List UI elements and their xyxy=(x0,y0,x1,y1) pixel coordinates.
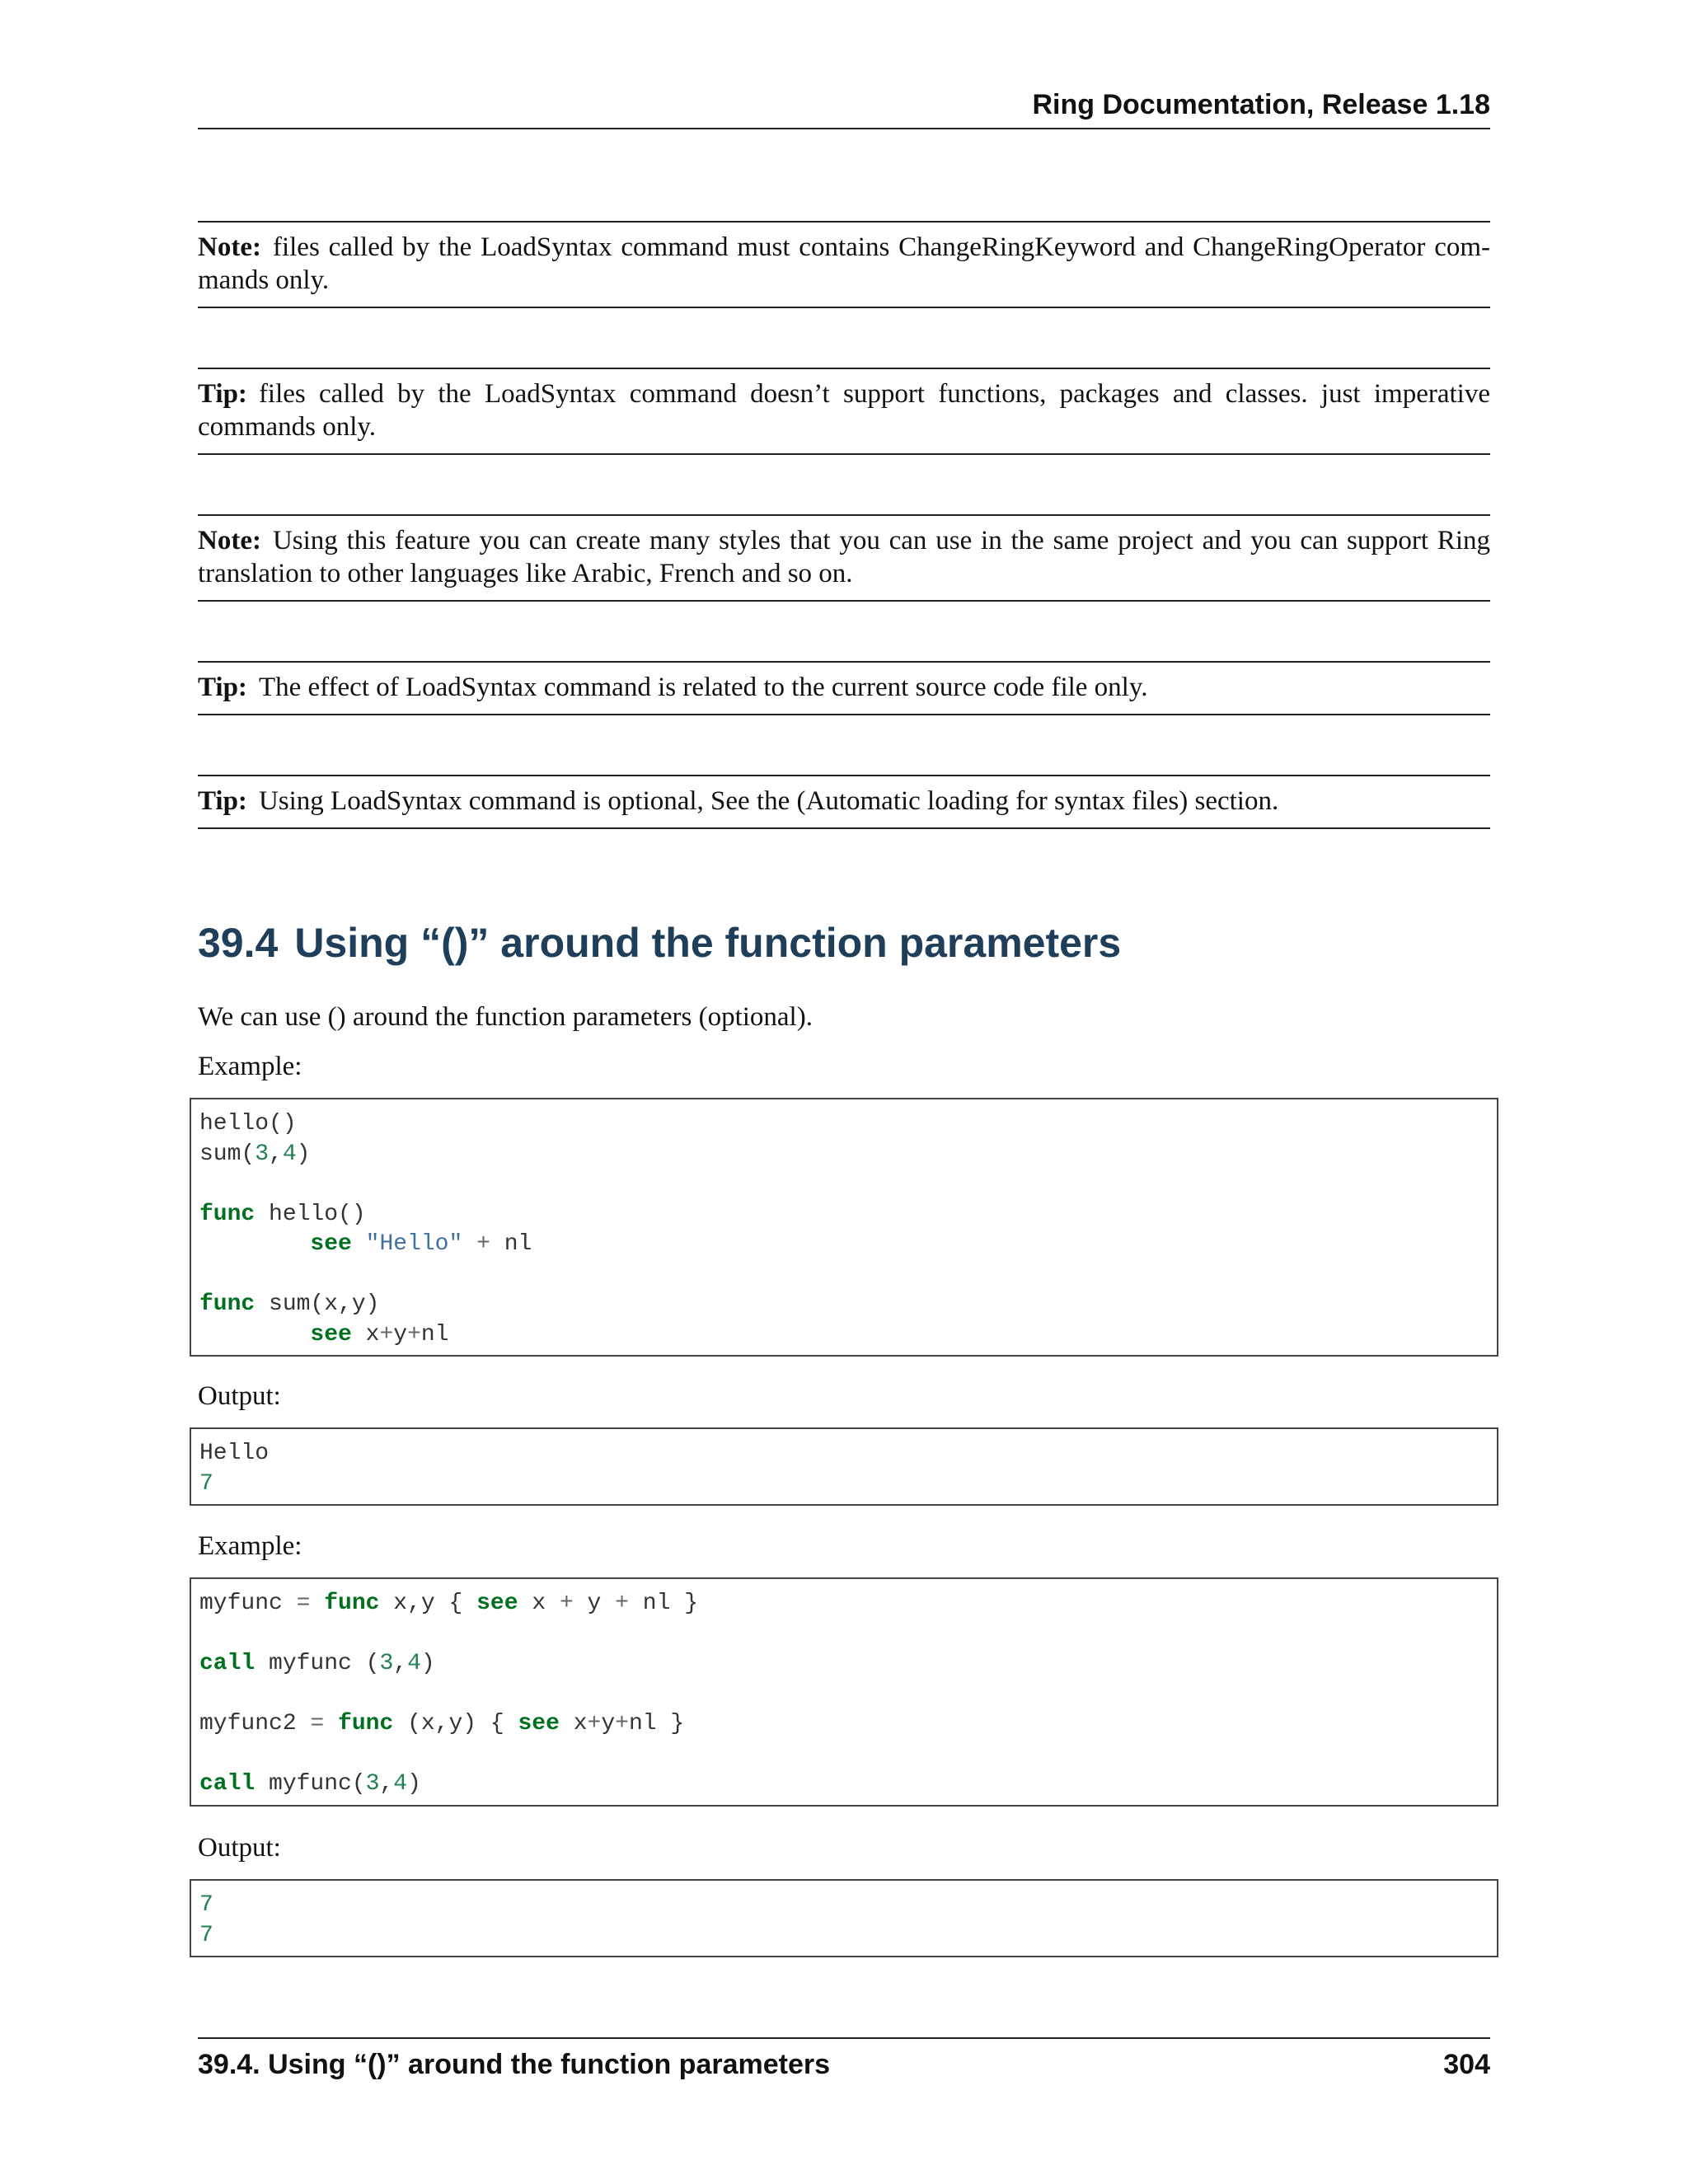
code-text: , xyxy=(393,1651,408,1676)
code-text: , xyxy=(269,1141,283,1167)
tip-admonition xyxy=(198,368,1490,455)
output-label: Output: xyxy=(198,1381,281,1411)
admonition-label: Tip: xyxy=(198,786,247,816)
admonition-text: The effect of LoadSyntax command is related to the current source code file only. xyxy=(258,673,1148,702)
admonition-text: Using LoadSyntax command is optional, See the (Automatic loading for syntax files) section. xyxy=(258,786,1279,816)
admonition-text: files called by the LoadSyntax command doesn’t support functions, packages and classes. just imperative commands only. xyxy=(198,379,1490,442)
admonition-label: Note: xyxy=(198,232,261,262)
admonition-label: Tip: xyxy=(198,673,247,702)
code-line xyxy=(199,1891,1497,1921)
code-line xyxy=(199,1769,1497,1800)
admonition-text: files called by the LoadSyntax command must contains ChangeRingKeyword and ChangeRingOperator com-mands only. xyxy=(198,232,1490,295)
code-line xyxy=(199,1230,1497,1260)
code-line xyxy=(199,1619,1497,1650)
code-number: 4 xyxy=(282,1141,297,1167)
section-heading xyxy=(198,919,1121,967)
code-text: (x,y) { xyxy=(393,1711,518,1736)
code-text: nl } xyxy=(628,1711,685,1736)
code-string: "Hello" xyxy=(365,1231,463,1257)
code-line xyxy=(199,1921,1497,1952)
code-text xyxy=(310,1591,324,1616)
code-text: x xyxy=(518,1591,560,1616)
output-block xyxy=(190,1427,1498,1506)
output-label: Output: xyxy=(198,1833,281,1863)
code-text: , xyxy=(379,1771,394,1797)
code-text xyxy=(199,1231,310,1257)
code-text: y xyxy=(393,1321,408,1347)
code-text: myfunc xyxy=(199,1591,297,1616)
code-text: x xyxy=(351,1321,380,1347)
code-line xyxy=(199,1140,1497,1170)
code-text: ) xyxy=(296,1141,311,1167)
code-operator: = xyxy=(296,1591,311,1616)
code-line xyxy=(199,1709,1497,1740)
code-text xyxy=(199,1322,310,1347)
code-keyword: func xyxy=(338,1711,394,1736)
code-text xyxy=(324,1711,338,1736)
example-label: Example: xyxy=(198,1531,302,1561)
code-line xyxy=(199,1109,1497,1140)
code-number: 4 xyxy=(407,1651,421,1676)
code-operator: + xyxy=(559,1591,574,1616)
code-text: nl xyxy=(420,1321,449,1347)
code-text xyxy=(462,1231,476,1257)
example-label: Example: xyxy=(198,1052,302,1081)
code-text: ) xyxy=(420,1651,435,1676)
code-text: hello() xyxy=(199,1111,297,1137)
output-block xyxy=(190,1879,1498,1957)
code-operator: + xyxy=(476,1231,490,1257)
code-keyword: func xyxy=(199,1201,256,1227)
code-keyword: see xyxy=(518,1711,560,1736)
code-block xyxy=(190,1098,1498,1357)
code-line xyxy=(199,1200,1497,1230)
code-number: 7 xyxy=(199,1922,213,1948)
code-line xyxy=(199,1290,1497,1320)
code-block xyxy=(190,1577,1498,1807)
note-admonition xyxy=(198,514,1490,602)
code-line xyxy=(199,1320,1497,1351)
running-header: Ring Documentation, Release 1.18 xyxy=(198,89,1490,129)
code-line xyxy=(199,1439,1497,1469)
footer-section-title: 39.4. Using “()” around the function parameters xyxy=(198,2049,831,2080)
code-keyword: see xyxy=(310,1231,352,1257)
admonition-label: Tip: xyxy=(198,379,247,409)
code-text: y xyxy=(601,1711,616,1736)
admonition-label: Note: xyxy=(198,526,261,555)
code-text: nl xyxy=(490,1231,532,1257)
code-line xyxy=(199,1469,1497,1500)
note-admonition xyxy=(198,221,1490,308)
code-number: 4 xyxy=(393,1771,408,1797)
code-number: 7 xyxy=(199,1892,213,1918)
admonition-text: Using this feature you can create many styles that you can use in the same project and you can support Ring translation to other languages like Arabic, French and so on. xyxy=(198,526,1490,588)
code-operator: + xyxy=(587,1711,602,1736)
code-text: x,y { xyxy=(379,1591,477,1616)
code-text: sum(x,y) xyxy=(255,1291,380,1317)
section-number: 39.4 xyxy=(198,920,279,966)
code-number: 3 xyxy=(255,1141,270,1167)
code-keyword: func xyxy=(199,1291,256,1317)
tip-admonition xyxy=(198,661,1490,715)
page-footer xyxy=(198,2037,1490,2081)
page-number: 304 xyxy=(1443,2049,1490,2080)
code-text: sum( xyxy=(199,1141,256,1167)
code-text: Hello xyxy=(199,1441,270,1466)
code-line xyxy=(199,1649,1497,1680)
code-line xyxy=(199,1680,1497,1710)
code-line xyxy=(199,1740,1497,1770)
code-operator: + xyxy=(407,1321,421,1347)
document-page xyxy=(198,0,1490,2184)
code-text: nl } xyxy=(628,1591,698,1616)
code-text: myfunc ( xyxy=(255,1651,380,1676)
code-text xyxy=(352,1231,366,1257)
code-operator: + xyxy=(379,1321,394,1347)
code-keyword: see xyxy=(476,1591,518,1616)
code-line xyxy=(199,1260,1497,1291)
code-text: ) xyxy=(407,1771,421,1797)
section-title: Using “()” around the function parameters xyxy=(294,920,1122,966)
code-text: myfunc2 xyxy=(199,1711,311,1736)
code-operator: + xyxy=(615,1711,629,1736)
code-keyword: func xyxy=(324,1591,380,1616)
code-operator: = xyxy=(310,1711,325,1736)
code-keyword: call xyxy=(199,1771,256,1797)
code-operator: + xyxy=(615,1591,629,1616)
intro-paragraph: We can use () around the function parameters (optional). xyxy=(198,1002,813,1032)
code-number: 3 xyxy=(365,1771,380,1797)
code-line xyxy=(199,1589,1497,1619)
code-text: y xyxy=(573,1591,616,1616)
tip-admonition xyxy=(198,775,1490,829)
code-text: hello() xyxy=(255,1201,366,1227)
code-text: x xyxy=(559,1711,588,1736)
code-line xyxy=(199,1169,1497,1200)
code-text: myfunc( xyxy=(255,1771,366,1797)
code-number: 7 xyxy=(199,1470,213,1497)
code-keyword: call xyxy=(199,1651,256,1676)
code-number: 3 xyxy=(379,1651,394,1676)
code-keyword: see xyxy=(310,1321,352,1347)
